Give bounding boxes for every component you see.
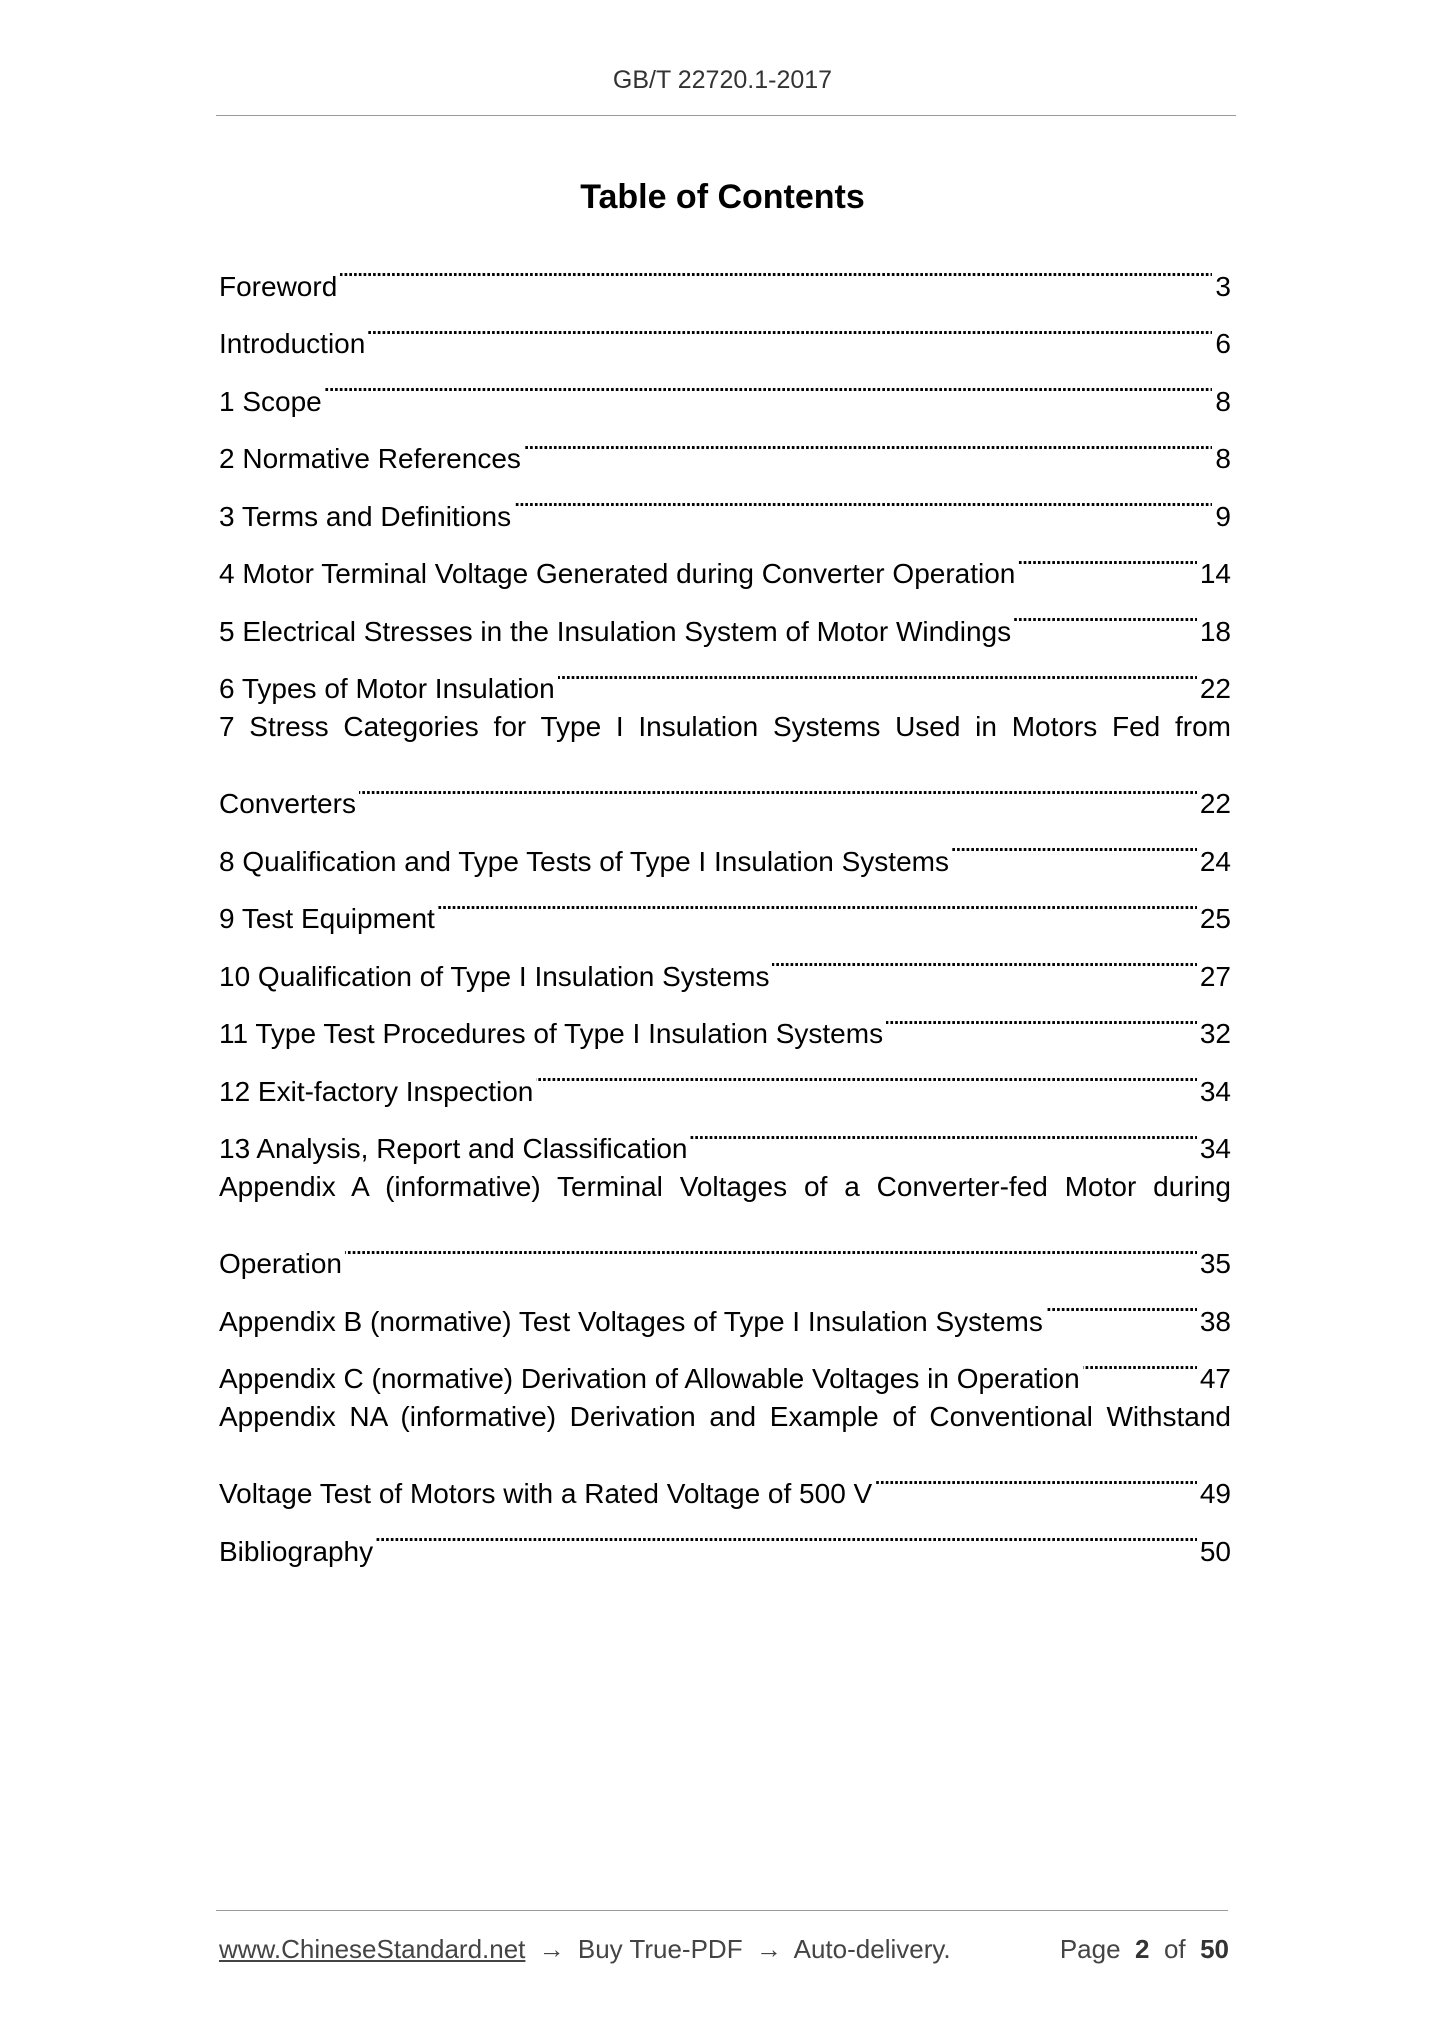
toc-entry-label: 6 Types of Motor Insulation — [219, 673, 555, 704]
dot-leader — [325, 353, 1213, 411]
toc-entry[interactable] — [219, 296, 1231, 359]
toc-entry-page: 38 — [1199, 1305, 1231, 1337]
toc-entry-page: 27 — [1199, 960, 1231, 992]
toc-entry-page: 9 — [1215, 500, 1231, 532]
toc-entry-page: 22 — [1199, 788, 1231, 819]
arrow-right-icon: → — [538, 1934, 565, 1964]
toc-entry-page: 25 — [1199, 903, 1231, 934]
toc-entry-label: Operation — [219, 1248, 342, 1279]
of-word: of — [1163, 1934, 1186, 1964]
toc-entry-label: 10 Qualification of Type I Insulation Systems — [219, 960, 770, 992]
toc-entry-line[interactable]: Appendix A (informative) Terminal Voltages of a Converter-fed Motor during — [219, 1171, 1231, 1202]
dot-leader — [558, 641, 1197, 699]
document-code-header: GB/T 22720.1-2017 — [612, 66, 833, 94]
toc-entry-label: 12 Exit-factory Inspection — [219, 1075, 534, 1107]
toc-entry-label: 3 Terms and Definitions — [219, 500, 512, 532]
dot-leader — [524, 411, 1213, 469]
dot-leader — [886, 986, 1197, 1044]
dot-leader — [690, 1101, 1196, 1159]
toc-entry-label: Introduction — [219, 328, 366, 359]
footer — [219, 1934, 1229, 1965]
toc-entry-page: 34 — [1199, 1133, 1231, 1164]
dot-leader — [376, 1503, 1197, 1561]
site-link[interactable]: www.ChineseStandard.net — [219, 1934, 526, 1964]
dot-leader — [345, 1216, 1197, 1274]
toc-entry[interactable] — [219, 756, 1231, 819]
dot-leader — [1046, 1273, 1197, 1331]
dot-leader — [514, 468, 1212, 526]
toc-entry-label: 5 Electrical Stresses in the Insulation System of Motor Windings — [219, 615, 1012, 647]
toc-entry-line[interactable]: 7 Stress Categories for Type I Insulation Systems Used in Motors Fed from — [219, 711, 1231, 742]
toc-entry-label: Voltage Test of Motors with a Rated Voltage of 500 V — [219, 1478, 873, 1509]
toc-entry-page: 14 — [1199, 558, 1231, 589]
toc-entry[interactable] — [219, 1216, 1231, 1279]
toc-entry[interactable] — [219, 1273, 1231, 1337]
toc-entry-label: 13 Analysis, Report and Classification — [219, 1133, 688, 1164]
toc-entry-label: Appendix C (normative) Derivation of Allowable Voltages in Operation — [219, 1363, 1080, 1394]
dot-leader — [952, 813, 1197, 871]
toc-entry-label: 2 Normative References — [219, 443, 521, 474]
dot-leader — [1014, 583, 1197, 641]
toc-entry-label: 4 Motor Terminal Voltage Generated during Converter Operation — [219, 558, 1016, 589]
footer-divider — [216, 1910, 1228, 1911]
toc-entry-page: 35 — [1199, 1248, 1231, 1279]
dot-leader — [772, 928, 1196, 986]
dot-leader — [368, 296, 1212, 354]
dot-leader — [875, 1446, 1197, 1504]
arrow-right-icon: → — [755, 1934, 782, 1964]
toc-entry-label: 11 Type Test Procedures of Type I Insulation Systems — [219, 1018, 884, 1049]
toc-entry-page: 22 — [1199, 673, 1231, 704]
toc-entry-page: 6 — [1215, 328, 1231, 359]
buy-text: Buy True-PDF — [577, 1934, 743, 1964]
toc-entry[interactable] — [219, 411, 1231, 474]
toc-entry-label: 1 Scope — [219, 385, 322, 417]
header-divider — [216, 115, 1236, 116]
dot-leader — [340, 238, 1212, 296]
toc-entry[interactable] — [219, 1446, 1231, 1509]
toc-entry-label: Foreword — [219, 270, 338, 302]
toc-entry-page: 50 — [1199, 1535, 1231, 1567]
toc-entry-label: 9 Test Equipment — [219, 903, 435, 934]
toc-entry-page: 32 — [1199, 1018, 1231, 1049]
toc-entry-label: Converters — [219, 788, 356, 819]
toc-entry-page: 24 — [1199, 845, 1231, 877]
toc-entry[interactable] — [219, 238, 1231, 302]
page-title: Table of Contents — [580, 178, 865, 216]
toc-entry-label: 8 Qualification and Type Tests of Type I Insulation Systems — [219, 845, 949, 877]
page-word: Page — [1059, 1934, 1121, 1964]
toc-entry-page: 3 — [1215, 270, 1231, 302]
total-pages-number: 50 — [1200, 1934, 1229, 1964]
page-indicator — [1060, 1934, 1229, 1965]
toc-entry-line[interactable]: Appendix NA (informative) Derivation and Example of Conventional Withstand — [219, 1401, 1231, 1432]
toc-entry[interactable] — [219, 813, 1231, 877]
dot-leader — [438, 871, 1197, 929]
toc-entry-page: 18 — [1199, 615, 1231, 647]
toc-entry-label: Bibliography — [219, 1535, 374, 1567]
dot-leader — [536, 1043, 1196, 1101]
toc-list — [219, 238, 1231, 1567]
dot-leader — [1083, 1331, 1197, 1389]
current-page-number: 2 — [1135, 1934, 1150, 1964]
toc-entry-page: 8 — [1215, 443, 1231, 474]
toc-entry-page: 8 — [1215, 385, 1231, 417]
toc-entry-page: 49 — [1199, 1478, 1231, 1509]
delivery-text: Auto-delivery. — [793, 1934, 951, 1964]
dot-leader — [359, 756, 1197, 814]
toc-entry-page: 34 — [1199, 1075, 1231, 1107]
footer-promo — [219, 1934, 951, 1965]
toc-entry[interactable] — [219, 353, 1231, 417]
toc-entry-page: 47 — [1199, 1363, 1231, 1394]
toc-entry-label: Appendix B (normative) Test Voltages of Type I Insulation Systems — [219, 1305, 1043, 1337]
dot-leader — [1018, 526, 1196, 584]
